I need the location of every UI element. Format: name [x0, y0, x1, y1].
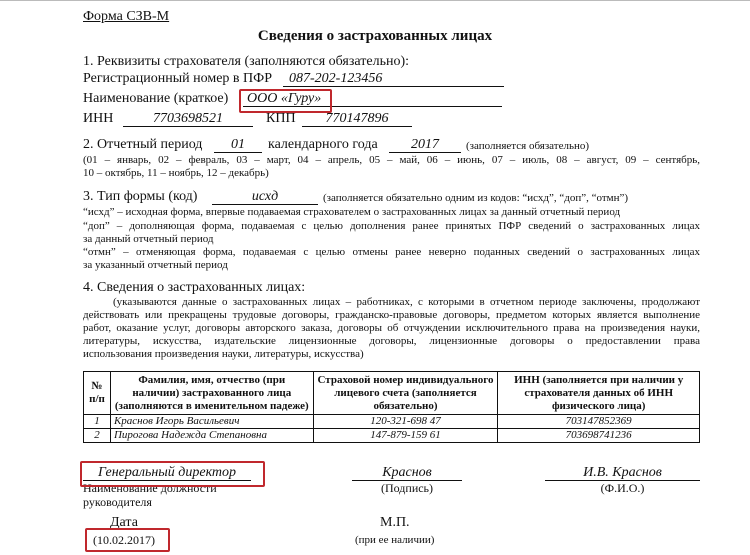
year-label: календарного года — [268, 137, 378, 152]
months-line-1: (01 – январь, 02 – февраль, 03 – март, 04 – апрель, 05 – май, 06 – июнь, 07 – июль, 08 – август, 09 – сентябрь, — [83, 154, 700, 166]
kpp-label: КПП — [266, 111, 296, 126]
stamp-caption: (при ее наличии) — [355, 534, 435, 546]
reg-number-label: Регистрационный номер в ПФР — [83, 71, 272, 86]
header-num: № п/п — [84, 372, 111, 415]
signature-caption: (Подпись) — [380, 481, 434, 495]
reg-number-value: 087-202-123456 — [283, 71, 504, 87]
kpp-value: 770147896 — [302, 111, 412, 127]
section4-desc-5: использования произведения науки, литературы, искусства) — [83, 348, 364, 360]
row-snils: 147-879-159 61 — [313, 429, 498, 443]
form-type-desc-5: за указанный отчетный период — [83, 259, 228, 271]
inn-value: 7703698521 — [123, 111, 253, 127]
table-row — [84, 429, 700, 443]
insured-persons-table — [83, 371, 700, 443]
period-label: 2. Отчетный период — [83, 137, 203, 152]
date-value: (10.02.2017) — [93, 533, 155, 547]
position-caption-1: Наименование должности — [83, 481, 217, 495]
form-label: Форма СЗВ-М — [83, 9, 170, 24]
section4-desc-1: (указываются данные о застрахованных лицах – работниках, с которыми в отчетном периоде заключены, продолжают — [113, 296, 700, 308]
form-type-desc-3: за данный отчетный период — [83, 233, 214, 245]
name-label: Наименование (краткое) — [83, 91, 229, 106]
document-title: Сведения о застрахованных лицах — [257, 28, 493, 44]
form-type-value: исхд — [212, 189, 318, 205]
header-inn: ИНН (заполняется при наличии у страхователя данных об ИНН физического лица) — [498, 372, 700, 415]
inn-label: ИНН — [83, 111, 114, 126]
signature-value: Краснов — [352, 465, 462, 481]
form-type-label: 3. Тип формы (код) — [83, 189, 198, 204]
row-fio: Краснов Игорь Васильевич — [110, 415, 313, 429]
stamp-label: М.П. — [380, 515, 410, 530]
table-header-row — [84, 372, 700, 415]
form-type-desc-1: “исхд” – исходная форма, впервые подаваемая страхователем о застрахованных лицах за данный отчетный период — [83, 206, 621, 218]
row-inn: 703698741236 — [498, 429, 700, 443]
form-type-desc-2: “доп” – дополняющая форма, подаваемая с целью дополнения ранее принятых ПФР сведений о застрахованных лицах — [83, 220, 700, 232]
row-snils: 120-321-698 47 — [313, 415, 498, 429]
period-value: 01 — [214, 137, 262, 153]
row-fio: Пирогова Надежда Степановна — [110, 429, 313, 443]
form-type-note: (заполняется обязательно одним из кодов: “исхд”, “доп”, “отмн”) — [323, 192, 629, 204]
row-num: 1 — [84, 415, 111, 429]
year-value: 2017 — [389, 137, 461, 153]
form-type-desc-4: “отмн” – отменяющая форма, подаваемая с целью отмены ранее неверно поданных сведений о застрахованных лицах — [83, 246, 700, 258]
table-row — [84, 415, 700, 429]
org-name-value: ООО «Гуру» — [243, 91, 502, 107]
section1-heading: 1. Реквизиты страхователя (заполняются обязательно): — [83, 54, 409, 69]
header-fio: Фамилия, имя, отчество (при наличии) застрахованного лица (заполняются в именительном падеже) — [110, 372, 313, 415]
fio-value: И.В. Краснов — [545, 465, 700, 481]
date-label: Дата — [110, 515, 138, 530]
position-highlight — [80, 461, 265, 487]
section4-desc-3: работ, оказание услуг, договоры авторского заказа, договоры об отчуждении исключительного права на произведения науки, — [83, 322, 700, 334]
row-inn: 703147852369 — [498, 415, 700, 429]
fio-caption: (Ф.И.О.) — [600, 481, 645, 495]
position-caption-2: руководителя — [83, 495, 152, 509]
section4-desc-2: действовать или прекращены трудовые договоры, гражданско-правовые договоры, предметом которых является выполнение — [83, 309, 700, 321]
position-value: Генеральный директор — [83, 465, 251, 481]
row-num: 2 — [84, 429, 111, 443]
org-name-highlight — [239, 89, 332, 113]
window-top-border — [0, 0, 750, 1]
period-required-note: (заполняется обязательно) — [466, 140, 590, 152]
section4-heading: 4. Сведения о застрахованных лицах: — [83, 280, 306, 295]
months-line-2: 10 – октябрь, 11 – ноябрь, 12 – декабрь) — [83, 167, 269, 179]
section4-desc-4: литературы, искусства, издательские лицензионные договоры, лицензионные договоры о предоставлении права — [83, 335, 700, 347]
date-highlight — [85, 528, 170, 552]
header-snils: Страховой номер индивидуального лицевого счета (заполняется обязательно) — [313, 372, 498, 415]
